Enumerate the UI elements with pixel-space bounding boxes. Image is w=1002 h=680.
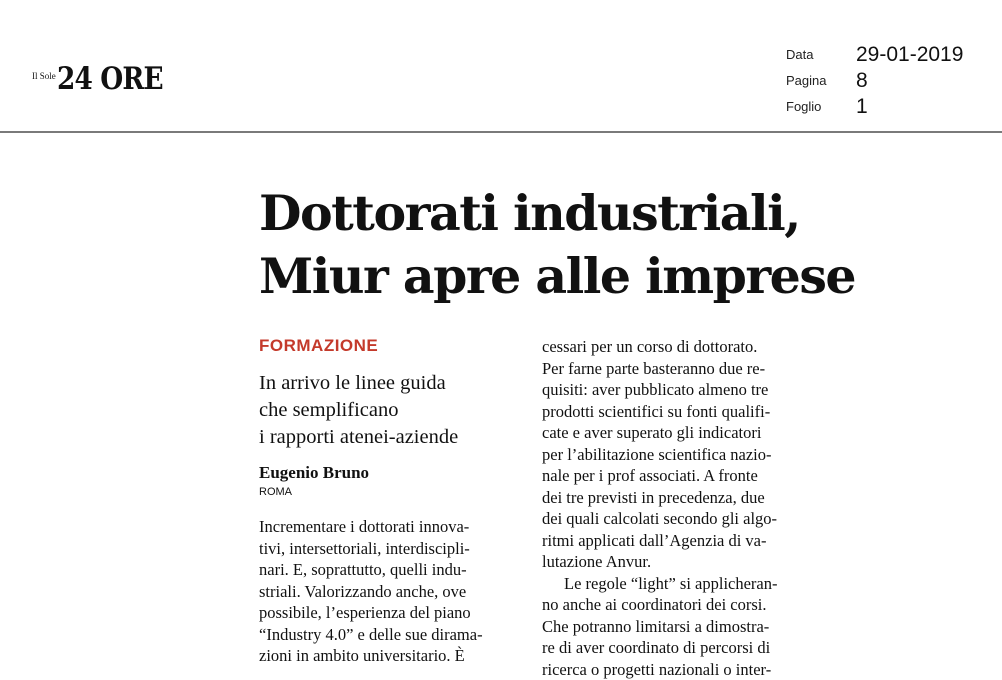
document-metadata	[786, 42, 1002, 119]
article-headline	[259, 182, 859, 308]
article-summary	[259, 370, 523, 451]
article-column-1	[259, 336, 523, 667]
body-line: ritmi applicati dall’Agenzia di va-	[542, 530, 806, 552]
body-line: no anche ai coordinatori dei corsi.	[542, 594, 806, 616]
headline-line: Dottorati industriali,	[259, 182, 859, 245]
article-column-2	[542, 336, 806, 680]
body-line: re di aver coordinato di percorsi di	[542, 637, 806, 659]
headline-line: Miur apre alle imprese	[259, 245, 859, 308]
body-line: dei quali calcolati secondo gli algo-	[542, 508, 806, 530]
masthead-name: 24 ORE	[57, 64, 163, 95]
header-divider	[0, 131, 1002, 133]
page-label: Pagina	[786, 68, 856, 93]
body-line: nale per i prof associati. A fronte	[542, 465, 806, 487]
body-line: “Industry 4.0” e delle sue dirama-	[259, 624, 523, 646]
dateline-place: ROMA	[259, 485, 523, 499]
body-line: Le regole “light” si applicheran-	[542, 573, 806, 595]
masthead-prefix: Il Sole	[32, 72, 56, 81]
sheet-value: 1	[856, 94, 1002, 119]
masthead-logo	[32, 64, 181, 95]
body-line: possibile, l’esperienza del piano	[259, 602, 523, 624]
page-value: 8	[856, 68, 1002, 93]
summary-line: i rapporti atenei-aziende	[259, 424, 523, 451]
section-label: FORMAZIONE	[259, 336, 523, 356]
body-line: cessari per un corso di dottorato.	[542, 336, 806, 358]
body-line: zioni in ambito universitario. È	[259, 645, 523, 667]
body-line: tivi, intersettoriali, interdiscipli-	[259, 538, 523, 560]
sheet-label: Foglio	[786, 94, 856, 119]
body-line: striali. Valorizzando anche, ove	[259, 581, 523, 603]
summary-line: che semplificano	[259, 397, 523, 424]
body-line: Che potranno limitarsi a dimostra-	[542, 616, 806, 638]
body-line: per l’abilitazione scientifica nazio-	[542, 444, 806, 466]
body-text-col2	[542, 336, 806, 680]
body-line: lutazione Anvur.	[542, 551, 806, 573]
body-line: Incrementare i dottorati innova-	[259, 516, 523, 538]
body-line: ricerca o progetti nazionali o inter-	[542, 659, 806, 680]
summary-line: In arrivo le linee guida	[259, 370, 523, 397]
body-line: quisiti: aver pubblicato almeno tre	[542, 379, 806, 401]
body-text-col1	[259, 516, 523, 667]
body-line: Per farne parte basteranno due re-	[542, 358, 806, 380]
body-line: nari. E, soprattutto, quelli indu-	[259, 559, 523, 581]
body-line: cate e aver superato gli indicatori	[542, 422, 806, 444]
body-line: dei tre previsti in precedenza, due	[542, 487, 806, 509]
author-name: Eugenio Bruno	[259, 463, 523, 483]
body-line: prodotti scientifici su fonti qualifi-	[542, 401, 806, 423]
date-value: 29-01-2019	[856, 42, 1002, 67]
date-label: Data	[786, 42, 856, 67]
